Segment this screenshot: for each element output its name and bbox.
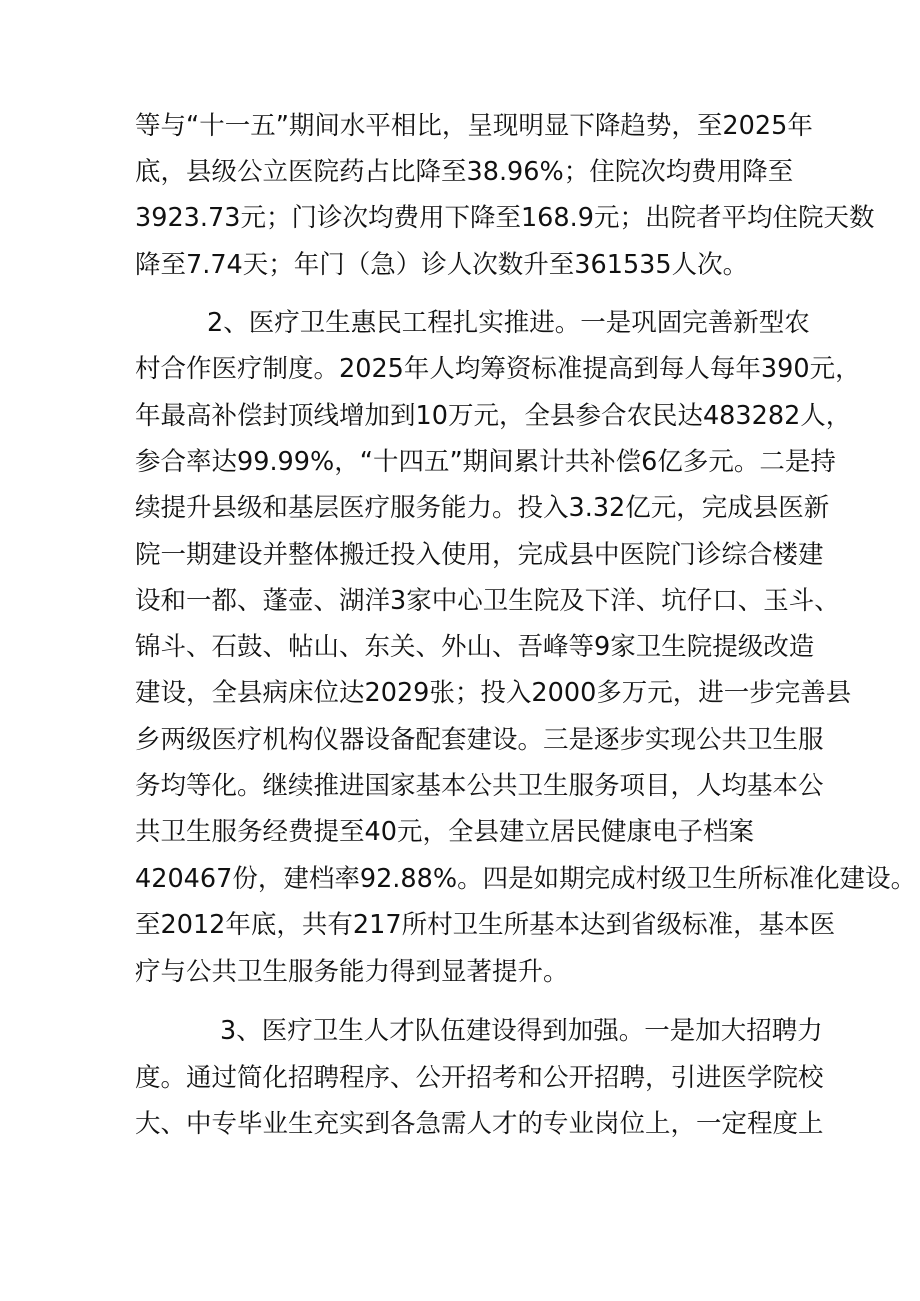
paragraph-heading-line: 2、医疗卫生惠民工程扎实推进。一是巩固完善新型农	[207, 308, 810, 338]
text-line: 续提升县级和基层医疗服务能力。投入3.32亿元，完成县医新	[135, 493, 830, 523]
text-line: 至2012年底，共有217所村卫生所基本达到省级标准，基本医	[135, 910, 836, 940]
text-line: 务均等化。继续推进国家基本公共卫生服务项目，人均基本公	[135, 771, 824, 801]
text-line: 度。通过简化招聘程序、公开招考和公开招聘，引进医学院校	[135, 1063, 824, 1093]
text-line: 年最高补偿封顶线增加到10万元，全县参合农民达483282人，	[135, 401, 852, 431]
text-line: 底，县级公立医院药占比降至38.96%；住院次均费用降至	[135, 157, 794, 187]
text-line: 锦斗、石鼓、帖山、东关、外山、吾峰等9家卫生院提级改造	[135, 632, 815, 662]
text-line: 疗与公共卫生服务能力得到显著提升。	[135, 957, 569, 987]
text-line: 设和一都、蓬壶、湖洋3家中心卫生院及下洋、坑仔口、玉斗、	[135, 586, 840, 616]
text-line: 乡两级医疗机构仪器设备配套建设。三是逐步实现公共卫生服	[135, 725, 824, 755]
paragraph-heading-line: 3、医疗卫生人才队伍建设得到加强。一是加大招聘力	[220, 1016, 823, 1046]
text-line: 建设，全县病床位达2029张；投入2000多万元，进一步完善县	[135, 678, 852, 708]
text-line: 3923.73元；门诊次均费用下降至168.9元；出院者平均住院天数	[135, 203, 875, 233]
text-line: 降至7.74天；年门（急）诊人次数升至361535人次。	[135, 250, 749, 280]
text-line: 等与“十一五”期间水平相比，呈现明显下降趋势，至2025年	[135, 111, 813, 141]
text-line: 村合作医疗制度。2025年人均筹资标准提高到每人每年390元，	[135, 354, 861, 384]
text-line: 大、中专毕业生充实到各急需人才的专业岗位上，一定程度上	[135, 1109, 824, 1139]
text-line: 参合率达99.99%，“十四五”期间累计共补偿6亿多元。二是持	[135, 447, 836, 477]
text-line: 共卫生服务经费提至40元，全县建立居民健康电子档案	[135, 817, 754, 847]
text-line: 院一期建设并整体搬迁投入使用，完成县中医院门诊综合楼建	[135, 540, 824, 570]
text-line: 420467份，建档率92.88%。四是如期完成村级卫生所标准化建设。	[135, 864, 917, 894]
